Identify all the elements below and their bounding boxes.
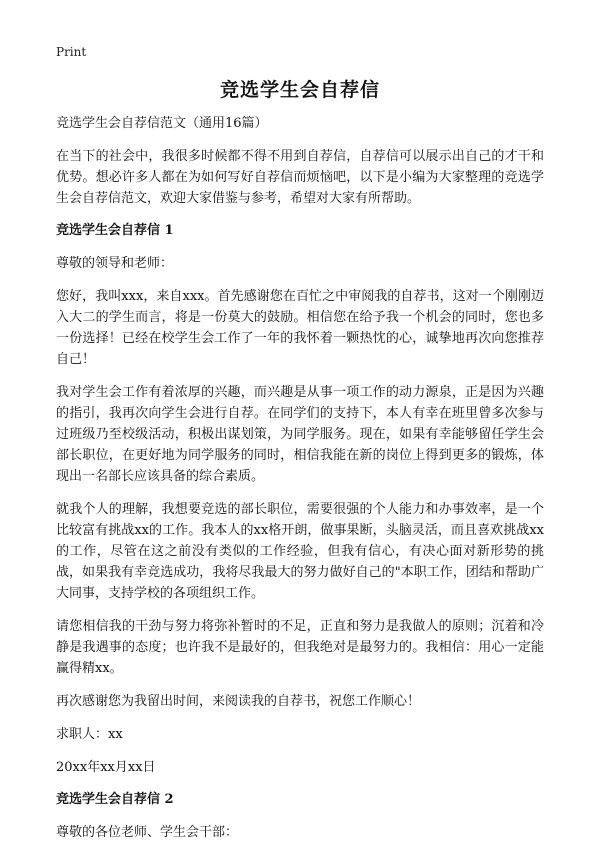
print-link[interactable]: Print xyxy=(56,45,87,59)
section-1-date: 20xx年xx月xx日 xyxy=(56,760,156,775)
section-2-salutation: 尊敬的各位老师、学生会干部： xyxy=(56,825,239,840)
section-1-paragraph-3: 就我个人的理解，我想要竞选的部长职位，需要很强的个人能力和办事效率，是一个比较富有挑战xx的工作。我本人的xx格开朗，做事果断，头脑灵活，而且喜欢挑战xx的工作，尽管在这之前没有类似的工作经验，但我有信心，有决心面对新形势的挑战，如果我有幸竞选成功，我将尽我最大的努力做好自己的"本职工作，团结和帮助广大同事，支持学校的各项组织工作。 xyxy=(56,502,544,601)
section-1-paragraph-5: 再次感谢您为我留出时间，来阅读我的自荐书，祝您工作顺心！ xyxy=(56,694,421,709)
section-1-paragraph-4: 请您相信我的干劲与努力将弥补暂时的不足，正直和努力是我做人的原则；沉着和冷静是我遇事的态度；也许我不是最好的，但我绝对是最努力的。我相信：用心一定能赢得精xx。 xyxy=(56,619,544,676)
intro-paragraph: 在当下的社会中，我很多时候都不得不用到自荐信，自荐信可以展示出自己的才干和优势。想必许多人都在为如何写好自荐信而烦恼吧，以下是小编为大家整理的竞选学生会自荐信范文，欢迎大家借鉴与参考，希望对大家有所帮助。 xyxy=(56,149,544,206)
section-1-salutation: 尊敬的领导和老师： xyxy=(56,256,174,271)
page-title: 竞选学生会自荐信 xyxy=(219,79,380,101)
section-2-heading: 竞选学生会自荐信 2 xyxy=(56,792,174,807)
section-1-paragraph-2: 我对学生会工作有着浓厚的兴趣，而兴趣是从事一项工作的动力源泉，正是因为兴趣的指引，我再次向学生会进行自荐。在同学们的支持下，本人有幸在班里曾多次参与过班级乃至校级活动，积极出谋划策，为同学服务。现在，如果有幸能够留任学生会部长职位，在更好地为同学服务的同时，相信我能在新的岗位上得到更多的锻炼，体现出一名部长应该具备的综合素质。 xyxy=(56,385,544,484)
section-1-paragraph-1: 您好，我叫xxx，来自xxx。首先感谢您在百忙之中审阅我的自荐书，这对一个刚刚迈入大二的学生而言，将是一份莫大的鼓励。相信您在给予我一个机会的同时，您也多一份选择！已经在校学生会工作了一年的我怀着一颗热忱的心，诚挚地再次向您推荐自己！ xyxy=(56,289,544,367)
section-1-heading: 竞选学生会自荐信 1 xyxy=(56,223,174,238)
document-subtitle: 竞选学生会自荐信范文（通用16篇） xyxy=(56,116,268,131)
section-1-signer: 求职人：xx xyxy=(56,727,123,742)
